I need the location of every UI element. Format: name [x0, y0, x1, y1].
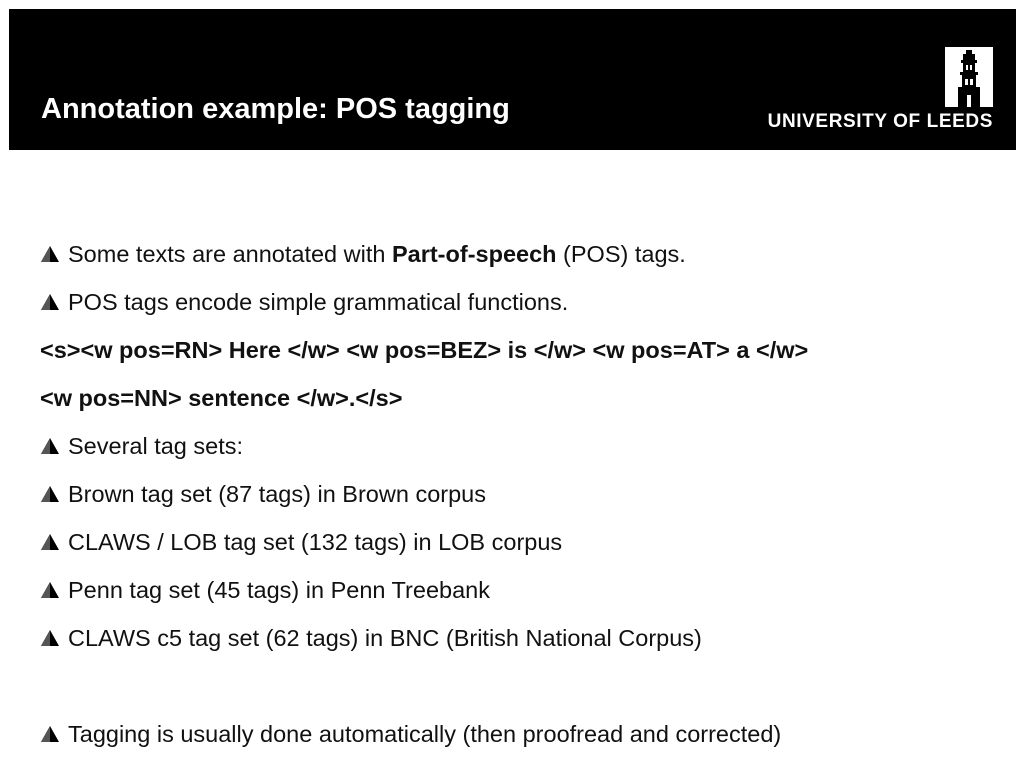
line-text: Some texts are annotated with — [68, 241, 392, 267]
line-text: (POS) tags. — [556, 241, 686, 267]
triangle-bullet-icon — [40, 441, 68, 455]
triangle-bullet-icon — [40, 249, 68, 263]
bullet-line — [40, 280, 1000, 328]
triangle-bullet-icon — [40, 633, 68, 647]
line-bold-term: Part-of-speech — [391, 241, 557, 267]
line-text: CLAWS c5 tag set (62 tags) in BNC (British National Corpus) — [68, 625, 702, 651]
triangle-bullet-icon — [40, 297, 68, 311]
bullet-line — [40, 568, 1000, 616]
bullet-line — [40, 232, 1000, 280]
line-text: Penn tag set (45 tags) in Penn Treebank — [68, 577, 490, 603]
triangle-bullet-icon — [40, 585, 68, 599]
bullet-line — [40, 712, 1000, 760]
line-text: Brown tag set (87 tags) in Brown corpus — [68, 481, 486, 507]
bullet-line — [40, 472, 1000, 520]
line-text: CLAWS / LOB tag set (132 tags) in LOB corpus — [68, 529, 563, 555]
header-bar — [9, 9, 1016, 150]
university-logo — [725, 47, 995, 137]
line-text: POS tags encode simple grammatical functions. — [68, 289, 569, 315]
line-text: Tagging is usually done automatically (then proofread and corrected) — [68, 721, 782, 747]
line-text: Several tag sets: — [68, 433, 244, 459]
bullet-line — [40, 616, 1000, 664]
slide-content — [40, 232, 1000, 760]
bullet-line — [40, 520, 1000, 568]
code-example-line: <w pos=NN> sentence </w>.</s> — [40, 385, 403, 411]
slide-title: Annotation example: POS tagging — [41, 93, 510, 125]
triangle-bullet-icon — [40, 729, 68, 743]
logo-text: UNIVERSITY OF LEEDS — [767, 111, 993, 132]
bullet-line — [40, 424, 1000, 472]
blank-line — [40, 664, 1000, 712]
triangle-bullet-icon — [40, 537, 68, 551]
university-tower-icon — [945, 47, 993, 107]
code-example-line: <s><w pos=RN> Here </w> <w pos=BEZ> is </w> <w pos=AT> a </w> — [40, 337, 809, 363]
triangle-bullet-icon — [40, 489, 68, 503]
